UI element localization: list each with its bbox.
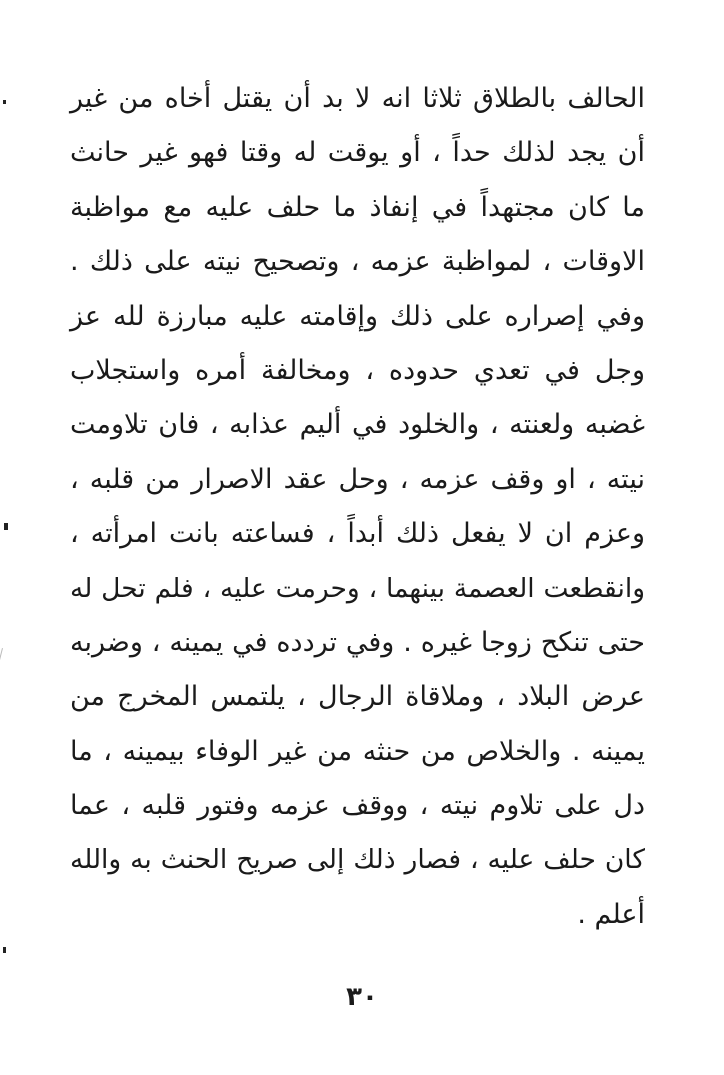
text-line: يمينه . والخلاص من حنثه من غير الوفاء بيمينه ، ما — [70, 735, 645, 767]
text-line: وعزم ان لا يفعل ذلك أبداً ، فساعته بانت امرأته ، — [70, 518, 645, 550]
text-line: وجل في تعدي حدوده ، ومخالفة أمره واستجلاب — [70, 354, 645, 386]
scan-stroke — [0, 648, 3, 706]
text-line: نيته ، او وقف عزمه ، وحل عقد الاصرار من قلبه ، — [70, 463, 645, 495]
text-line: حتى تنكح زوجا غيره . وفي تردده في يمينه ، وضربه — [70, 626, 645, 658]
text-line: غضبه ولعنته ، والخلود في أليم عذابه ، فان تلاومت — [70, 409, 645, 441]
text-line: الاوقات ، لمواظبة عزمه ، وتصحيح نيته على ذلك . — [70, 246, 645, 278]
scan-speck — [3, 100, 6, 104]
text-line: دل على تلاوم نيته ، ووقف عزمه وفتور قلبه ، عما — [70, 790, 645, 822]
page-number: ٣٠ — [346, 982, 378, 1012]
text-line: ما كان مجتهداً في إنفاذ ما حلف عليه مع مواظبة — [70, 191, 645, 223]
text-line: عرض البلاد ، وملاقاة الرجال ، يلتمس المخرج من — [70, 681, 645, 713]
text-line-last: أعلم . — [577, 898, 645, 930]
text-line: وانقطعت العصمة بينهما ، وحرمت عليه ، فلم تحل له — [70, 572, 645, 604]
text-line: وفي إصراره على ذلك وإقامته عليه مبارزة لله عز — [70, 300, 645, 332]
scan-speck — [4, 523, 8, 530]
text-line: أن يجد لذلك حداً ، أو يوقت له وقتا فهو غير حانث — [70, 137, 645, 169]
text-line: كان حلف عليه ، فصار ذلك إلى صريح الحنث به والله — [70, 844, 645, 876]
text-line: الحالف بالطلاق ثلاثا انه لا بد أن يقتل أخاه من غير — [70, 83, 645, 114]
scan-speck — [3, 947, 6, 953]
body-text — [70, 72, 645, 942]
